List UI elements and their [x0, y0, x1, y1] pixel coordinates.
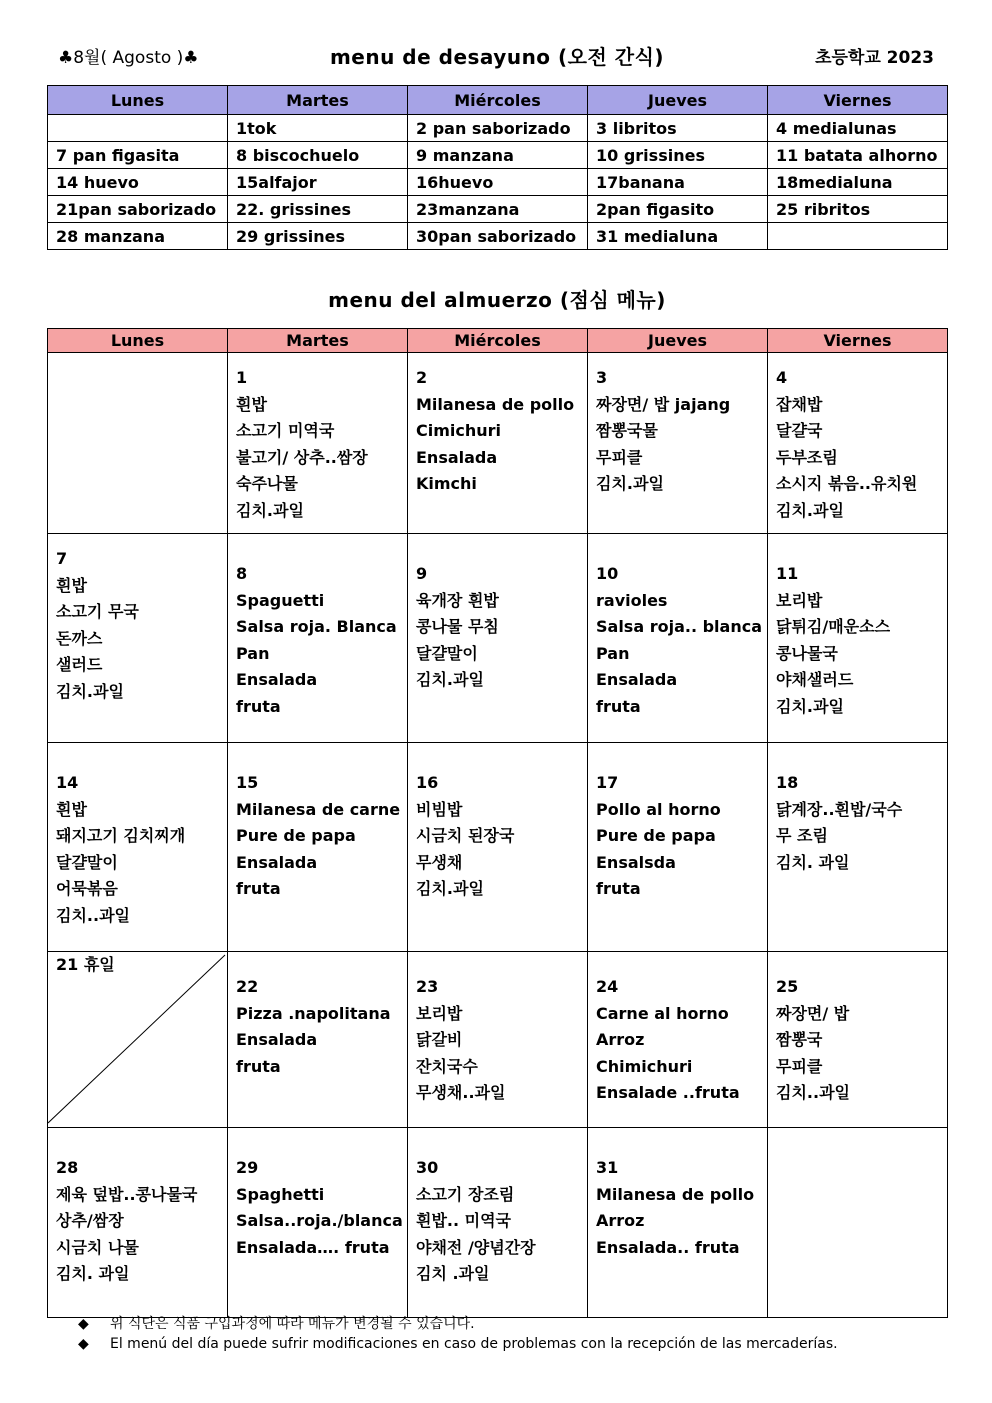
- menu-item: 숙주나물: [236, 474, 298, 494]
- day-number: 4: [776, 368, 788, 387]
- menu-item: 김치.과일: [776, 696, 844, 716]
- breakfast-cell: 3 libritos: [588, 115, 768, 142]
- menu-item: fruta: [596, 879, 641, 899]
- menu-item: 비빔밥: [416, 799, 463, 819]
- day-number: 23: [416, 977, 439, 996]
- menu-item: 김치.과일: [416, 670, 484, 690]
- day-number: 10: [596, 564, 619, 583]
- month-label: ♣8월( Agosto )♣: [58, 48, 199, 68]
- menu-item: Arroz: [596, 1211, 645, 1231]
- menu-item: Ensalada: [236, 1030, 318, 1050]
- lunch-cell-content: [236, 561, 405, 721]
- lunch-header-row: [48, 329, 948, 353]
- day-number: 1: [236, 368, 248, 387]
- day-number: 25: [776, 977, 799, 996]
- menu-item: 시금치 나물: [56, 1237, 139, 1257]
- menu-item: 무피클: [596, 447, 643, 467]
- menu-item: 콩나물국: [776, 643, 838, 663]
- menu-item: 제육 덮밥..콩나물국: [56, 1184, 198, 1204]
- menu-item: 김치 .과일: [416, 1264, 490, 1284]
- day-number: 24: [596, 977, 619, 996]
- menu-item: 무 조림: [776, 826, 828, 846]
- breakfast-cell: 14 huevo: [48, 169, 228, 196]
- lunch-cell: [588, 952, 768, 1128]
- menu-item: Salsa roja.. blanca: [596, 617, 762, 637]
- menu-item: 김치. 과일: [776, 852, 850, 872]
- lunch-cell-content: [776, 561, 945, 721]
- menu-item: 흰밥: [236, 394, 267, 414]
- breakfast-cell: 30pan saborizado: [408, 223, 588, 250]
- menu-item: 소고기 무국: [56, 602, 139, 622]
- breakfast-cell: 9 manzana: [408, 142, 588, 169]
- lunch-cell: [48, 743, 228, 952]
- day-header: Viernes: [768, 86, 948, 115]
- footnote-text: 위 식단은 식품 구입과정에 따라 메뉴가 변경될 수 있습니다.: [110, 1316, 475, 1332]
- lunch-cell-content: [236, 974, 405, 1080]
- menu-item: 김치. 과일: [56, 1264, 130, 1284]
- breakfast-cell: 28 manzana: [48, 223, 228, 250]
- breakfast-cell: 23manzana: [408, 196, 588, 223]
- breakfast-cell: 2 pan saborizado: [408, 115, 588, 142]
- day-number: 15: [236, 773, 259, 792]
- day-number: 22: [236, 977, 259, 996]
- breakfast-cell: [48, 115, 228, 142]
- breakfast-cell: 16huevo: [408, 169, 588, 196]
- menu-item: 콩나물 무침: [416, 617, 499, 637]
- footnote: [78, 1314, 838, 1334]
- lunch-cell: [48, 952, 228, 1128]
- lunch-cell-content: [56, 546, 225, 706]
- day-header: Viernes: [768, 329, 948, 353]
- menu-item: 짬뽕국물: [596, 421, 658, 441]
- menu-item: Ensalada: [236, 670, 318, 690]
- day-number: 29: [236, 1158, 259, 1177]
- table-row: [48, 534, 948, 743]
- day-number: 11: [776, 564, 799, 583]
- lunch-cell: [48, 1128, 228, 1318]
- lunch-cell: [408, 534, 588, 743]
- menu-item: 어묵볶음: [56, 879, 118, 899]
- lunch-cell-content: [776, 974, 945, 1107]
- breakfast-cell: 1tok: [228, 115, 408, 142]
- menu-item: 짜장면/ 밥: [776, 1003, 850, 1023]
- menu-item: Pure de papa: [596, 826, 716, 846]
- menu-item: Chimichuri: [596, 1056, 693, 1076]
- menu-item: 두부조림: [776, 447, 838, 467]
- menu-item: 시금치 된장국: [416, 826, 515, 846]
- lunch-table: [47, 328, 948, 1318]
- menu-item: 샐러드: [56, 655, 103, 675]
- day-header: Miércoles: [408, 86, 588, 115]
- day-number: 16: [416, 773, 439, 792]
- menu-item: 달걀말이: [416, 643, 478, 663]
- breakfast-cell: [768, 223, 948, 250]
- breakfast-cell: 17banana: [588, 169, 768, 196]
- menu-item: fruta: [596, 696, 641, 716]
- lunch-cell-content: [416, 561, 585, 694]
- lunch-cell: [228, 534, 408, 743]
- menu-item: 달걀말이: [56, 852, 118, 872]
- diamond-bullet-icon: ◆: [78, 1316, 89, 1332]
- day-number: 18: [776, 773, 799, 792]
- menu-item: 김치.과일: [776, 500, 844, 520]
- day-number: 8: [236, 564, 248, 583]
- lunch-cell: [48, 534, 228, 743]
- menu-item: Carne al horno: [596, 1003, 729, 1023]
- breakfast-cell: 18medialuna: [768, 169, 948, 196]
- menu-item: fruta: [236, 1056, 281, 1076]
- lunch-cell-content: [56, 1155, 225, 1288]
- lunch-cell-content: [236, 365, 405, 525]
- day-header: Martes: [228, 86, 408, 115]
- menu-item: 돼지고기 김치찌개: [56, 826, 186, 846]
- menu-item: Spaghetti: [236, 1184, 325, 1204]
- breakfast-cell: 2pan figasito: [588, 196, 768, 223]
- footnote-text: El menú del día puede sufrir modificaciones en caso de problemas con la recepción de las mercaderías.: [110, 1336, 838, 1352]
- table-row: [48, 743, 948, 952]
- menu-item: 김치..과일: [56, 905, 130, 925]
- menu-item: 흰밥: [56, 799, 87, 819]
- menu-item: Ensalada: [596, 670, 678, 690]
- day-header: Lunes: [48, 329, 228, 353]
- menu-item: 김치.과일: [56, 681, 124, 701]
- table-row: [48, 952, 948, 1128]
- school-year-label: 초등학교 2023: [815, 48, 934, 68]
- day-number: 21 휴일: [56, 955, 115, 974]
- table-row: [48, 142, 948, 169]
- day-number: 17: [596, 773, 619, 792]
- breakfast-cell: 15alfajor: [228, 169, 408, 196]
- breakfast-title: menu de desayuno (오전 간식): [329, 45, 665, 69]
- lunch-cell-content: [416, 974, 585, 1107]
- lunch-cell-content: [236, 770, 405, 903]
- lunch-cell-content: [596, 365, 765, 498]
- day-number: 31: [596, 1158, 619, 1177]
- menu-item: 김치..과일: [776, 1083, 850, 1103]
- menu-item: 야채샐러드: [776, 670, 854, 690]
- holiday-slash: [48, 952, 228, 1127]
- menu-item: 닭계장..흰밥/국수: [776, 799, 903, 819]
- menu-item: Salsa..roja./blanca: [236, 1211, 403, 1231]
- lunch-title: menu del almuerzo (점심 메뉴): [328, 288, 666, 312]
- menu-item: 짬뽕국: [776, 1030, 823, 1050]
- menu-item: fruta: [236, 696, 281, 716]
- menu-item: Ensalade ..fruta: [596, 1083, 740, 1103]
- menu-item: Pan: [236, 643, 270, 663]
- footnotes: [78, 1314, 838, 1354]
- menu-item: Pure de papa: [236, 826, 356, 846]
- lunch-cell: [768, 952, 948, 1128]
- table-row: [48, 169, 948, 196]
- menu-item: Cimichuri: [416, 421, 502, 441]
- day-number: 7: [56, 549, 68, 568]
- lunch-cell-content: [236, 1155, 405, 1261]
- day-header: Lunes: [48, 86, 228, 115]
- footnote: [78, 1334, 838, 1354]
- lunch-cell: [228, 952, 408, 1128]
- menu-item: 흰밥: [56, 575, 87, 595]
- menu-item: fruta: [236, 879, 281, 899]
- menu-item: Ensalsda: [596, 852, 676, 872]
- menu-item: Salsa roja. Blanca: [236, 617, 397, 637]
- lunch-cell: [228, 743, 408, 952]
- table-row: [48, 353, 948, 534]
- breakfast-header-row: [48, 86, 948, 115]
- menu-item: Pollo al horno: [596, 799, 721, 819]
- diamond-bullet-icon: ◆: [78, 1336, 89, 1352]
- menu-item: 소시지 볶음..유치원: [776, 474, 918, 494]
- lunch-cell-content: [596, 974, 765, 1107]
- menu-item: 무피클: [776, 1056, 823, 1076]
- lunch-cell: [588, 1128, 768, 1318]
- table-row: [48, 223, 948, 250]
- lunch-cell: [768, 743, 948, 952]
- lunch-cell-content: [416, 1155, 585, 1288]
- day-header: Jueves: [588, 86, 768, 115]
- lunch-cell: [48, 353, 228, 534]
- lunch-cell-content: [56, 770, 225, 930]
- lunch-cell: [768, 534, 948, 743]
- lunch-cell: [228, 353, 408, 534]
- lunch-cell-content: [596, 561, 765, 721]
- breakfast-cell: 22. grissines: [228, 196, 408, 223]
- lunch-cell: [588, 353, 768, 534]
- diagonal-line: [48, 955, 225, 1123]
- breakfast-cell: 10 grissines: [588, 142, 768, 169]
- day-number: 3: [596, 368, 608, 387]
- menu-item: Ensalada…. fruta: [236, 1237, 390, 1257]
- breakfast-cell: 29 grissines: [228, 223, 408, 250]
- menu-item: 무생채..과일: [416, 1083, 506, 1103]
- lunch-cell: [408, 743, 588, 952]
- menu-item: 달걀국: [776, 421, 823, 441]
- table-row: [48, 1128, 948, 1318]
- menu-item: Pan: [596, 643, 630, 663]
- lunch-cell-content: [776, 365, 945, 525]
- menu-item: 김치.과일: [596, 474, 664, 494]
- day-number: 30: [416, 1158, 439, 1177]
- menu-item: Kimchi: [416, 474, 477, 494]
- menu-item: 닭갈비: [416, 1030, 463, 1050]
- day-header: Miércoles: [408, 329, 588, 353]
- day-header: Jueves: [588, 329, 768, 353]
- day-number: 2: [416, 368, 428, 387]
- menu-item: 상추/쌈장: [56, 1211, 124, 1231]
- menu-item: 불고기/ 상추..쌈장: [236, 447, 368, 467]
- breakfast-cell: 21pan saborizado: [48, 196, 228, 223]
- lunch-cell: [768, 1128, 948, 1318]
- menu-item: 닭튀김/매운소스: [776, 617, 891, 637]
- lunch-cell: [228, 1128, 408, 1318]
- lunch-cell-content: [596, 770, 765, 903]
- menu-item: Spaguetti: [236, 590, 325, 610]
- breakfast-cell: 8 biscochuelo: [228, 142, 408, 169]
- lunch-cell: [408, 1128, 588, 1318]
- menu-item: 김치.과일: [236, 500, 304, 520]
- lunch-cell: [768, 353, 948, 534]
- menu-item: Pizza .napolitana: [236, 1003, 391, 1023]
- table-row: [48, 196, 948, 223]
- lunch-cell: [588, 534, 768, 743]
- menu-item: Ensalada: [236, 852, 318, 872]
- menu-item: 무생채: [416, 852, 463, 872]
- lunch-cell-content: [596, 1155, 765, 1261]
- day-number: 28: [56, 1158, 79, 1177]
- menu-item: 짜장면/ 밥 jajang: [596, 394, 731, 414]
- menu-item: 보리밥: [416, 1003, 463, 1023]
- menu-item: 잡채밥: [776, 394, 823, 414]
- menu-item: 소고기 미역국: [236, 421, 335, 441]
- menu-item: 김치.과일: [416, 879, 484, 899]
- day-number: 9: [416, 564, 428, 583]
- menu-item: Milanesa de pollo: [416, 394, 575, 414]
- menu-item: Ensalada: [416, 447, 498, 467]
- breakfast-cell: 31 medialuna: [588, 223, 768, 250]
- day-number: 14: [56, 773, 79, 792]
- menu-item: 돈까스: [56, 628, 103, 648]
- menu-item: 보리밥: [776, 590, 823, 610]
- breakfast-cell: 25 ribritos: [768, 196, 948, 223]
- menu-item: Milanesa de pollo: [596, 1184, 755, 1204]
- menu-item: 잔치국수: [416, 1056, 478, 1076]
- lunch-cell: [408, 353, 588, 534]
- table-row: [48, 115, 948, 142]
- menu-item: ravioles: [596, 590, 668, 610]
- menu-item: 소고기 장조림: [416, 1184, 515, 1204]
- lunch-cell-content: [416, 770, 585, 903]
- page-header: [48, 40, 946, 70]
- day-header: Martes: [228, 329, 408, 353]
- lunch-cell-content: [416, 365, 585, 498]
- menu-item: 육개장 흰밥: [416, 590, 499, 610]
- menu-item: Milanesa de carne: [236, 799, 401, 819]
- lunch-cell: [588, 743, 768, 952]
- lunch-cell: [408, 952, 588, 1128]
- breakfast-cell: 11 batata alhorno: [768, 142, 948, 169]
- menu-item: Ensalada.. fruta: [596, 1237, 740, 1257]
- menu-item: Arroz: [596, 1030, 645, 1050]
- breakfast-table: [47, 85, 948, 250]
- breakfast-cell: 7 pan figasita: [48, 142, 228, 169]
- menu-item: 흰밥.. 미역국: [416, 1211, 512, 1231]
- lunch-cell-content: [776, 770, 945, 876]
- breakfast-cell: 4 medialunas: [768, 115, 948, 142]
- menu-item: 야채전 /양념간장: [416, 1237, 536, 1257]
